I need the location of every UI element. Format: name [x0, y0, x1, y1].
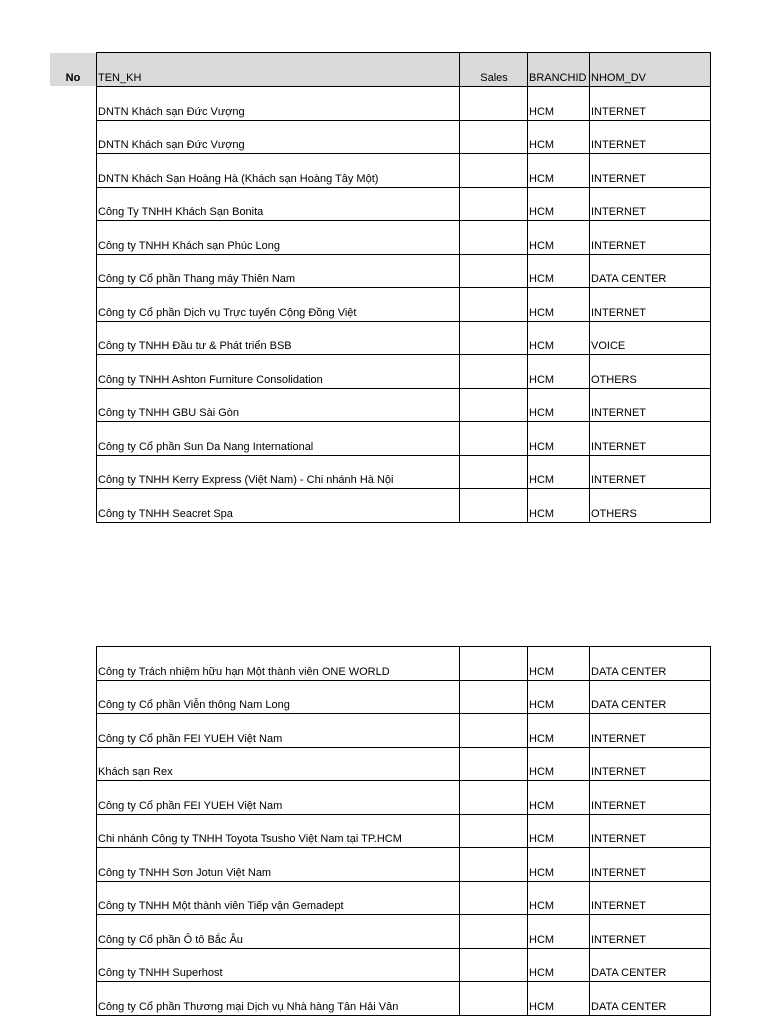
cell-branchid: HCM — [528, 120, 590, 154]
cell-sales — [460, 489, 528, 523]
cell-ten-kh: Công ty Cổ phần Ô tô Bắc Âu — [97, 915, 460, 949]
column-header-nhom-dv: NHOM_DV — [590, 53, 711, 87]
cell-nhom-dv: INTERNET — [590, 422, 711, 456]
cell-nhom-dv: INTERNET — [590, 915, 711, 949]
cell-sales — [460, 388, 528, 422]
cell-nhom-dv: INTERNET — [590, 87, 711, 121]
cell-nhom-dv: INTERNET — [590, 814, 711, 848]
cell-sales — [460, 948, 528, 982]
column-header-ten-kh: TEN_KH — [97, 53, 460, 87]
cell-nhom-dv: DATA CENTER — [590, 680, 711, 714]
cell-nhom-dv: INTERNET — [590, 781, 711, 815]
table-row — [97, 714, 711, 748]
cell-nhom-dv: INTERNET — [590, 455, 711, 489]
cell-ten-kh: DNTN Khách sạn Đức Vượng — [97, 87, 460, 121]
cell-ten-kh: Công ty Cổ phần Thương mại Dịch vụ Nhà hàng Tân Hải Vân — [97, 982, 460, 1016]
cell-branchid: HCM — [528, 422, 590, 456]
cell-sales — [460, 254, 528, 288]
cell-nhom-dv: DATA CENTER — [590, 982, 711, 1016]
table-row — [97, 221, 711, 255]
table-row — [97, 355, 711, 389]
cell-branchid: HCM — [528, 747, 590, 781]
cell-ten-kh: DNTN Khách Sạn Hoàng Hà (Khách sạn Hoàng Tây Một) — [97, 154, 460, 188]
cell-sales — [460, 187, 528, 221]
cell-ten-kh: Công ty Cổ phần FEI YUEH Việt Nam — [97, 781, 460, 815]
cell-ten-kh: Công ty TNHH Khách sạn Phúc Long — [97, 221, 460, 255]
table-row — [97, 422, 711, 456]
cell-branchid: HCM — [528, 814, 590, 848]
cell-branchid: HCM — [528, 288, 590, 322]
table-row — [97, 948, 711, 982]
cell-branchid: HCM — [528, 680, 590, 714]
table-row — [97, 187, 711, 221]
cell-branchid: HCM — [528, 388, 590, 422]
cell-ten-kh: Công ty Cổ phần Thang máy Thiên Nam — [97, 254, 460, 288]
cell-ten-kh: Công ty TNHH Một thành viên Tiếp vận Gemadept — [97, 881, 460, 915]
cell-sales — [460, 781, 528, 815]
cell-ten-kh: Công ty TNHH Đầu tư & Phát triển BSB — [97, 321, 460, 355]
cell-ten-kh: Công ty Cổ phần Sun Da Nang International — [97, 422, 460, 456]
table-row — [97, 680, 711, 714]
table-row — [97, 848, 711, 882]
table-row — [97, 388, 711, 422]
cell-nhom-dv: DATA CENTER — [590, 254, 711, 288]
table-row — [97, 321, 711, 355]
cell-sales — [460, 982, 528, 1016]
cell-ten-kh: Công ty Trách nhiệm hữu hạn Một thành viên ONE WORLD — [97, 647, 460, 681]
cell-branchid: HCM — [528, 254, 590, 288]
table-row — [97, 288, 711, 322]
cell-ten-kh: Công ty TNHH Ashton Furniture Consolidation — [97, 355, 460, 389]
cell-ten-kh: Công ty Cổ phần Dịch vụ Trực tuyến Cộng Đồng Việt — [97, 288, 460, 322]
cell-branchid: HCM — [528, 647, 590, 681]
table-row — [97, 154, 711, 188]
cell-sales — [460, 848, 528, 882]
cell-ten-kh: Công ty TNHH Seacret Spa — [97, 489, 460, 523]
cell-ten-kh: Công ty Cổ phần Viễn thông Nam Long — [97, 680, 460, 714]
cell-nhom-dv: DATA CENTER — [590, 647, 711, 681]
table-row — [97, 747, 711, 781]
cell-sales — [460, 321, 528, 355]
table-row — [97, 881, 711, 915]
cell-ten-kh: Chi nhánh Công ty TNHH Toyota Tsusho Việt Nam tại TP.HCM — [97, 814, 460, 848]
cell-nhom-dv: INTERNET — [590, 221, 711, 255]
table-row — [97, 814, 711, 848]
column-header-sales: Sales — [460, 53, 528, 87]
cell-branchid: HCM — [528, 221, 590, 255]
cell-branchid: HCM — [528, 154, 590, 188]
cell-branchid: HCM — [528, 455, 590, 489]
customer-table-bottom — [96, 646, 711, 1016]
cell-ten-kh: Công ty TNHH Kerry Express (Việt Nam) - Chi nhánh Hà Nội — [97, 455, 460, 489]
cell-nhom-dv: INTERNET — [590, 154, 711, 188]
cell-sales — [460, 714, 528, 748]
cell-nhom-dv: VOICE — [590, 321, 711, 355]
table-row — [97, 489, 711, 523]
cell-branchid: HCM — [528, 881, 590, 915]
cell-nhom-dv: INTERNET — [590, 747, 711, 781]
column-header-no: No — [50, 53, 96, 86]
cell-sales — [460, 422, 528, 456]
cell-sales — [460, 288, 528, 322]
cell-ten-kh: Công Ty TNHH Khách Sạn Bonita — [97, 187, 460, 221]
customer-table-top — [96, 52, 711, 523]
cell-sales — [460, 87, 528, 121]
cell-ten-kh: Công ty TNHH GBU Sài Gòn — [97, 388, 460, 422]
cell-nhom-dv: INTERNET — [590, 120, 711, 154]
cell-nhom-dv: INTERNET — [590, 714, 711, 748]
cell-branchid: HCM — [528, 781, 590, 815]
cell-sales — [460, 747, 528, 781]
table-row — [97, 87, 711, 121]
cell-sales — [460, 647, 528, 681]
cell-sales — [460, 355, 528, 389]
cell-ten-kh: DNTN Khách sạn Đức Vượng — [97, 120, 460, 154]
table-row — [97, 455, 711, 489]
cell-nhom-dv: INTERNET — [590, 388, 711, 422]
cell-nhom-dv: OTHERS — [590, 355, 711, 389]
cell-sales — [460, 455, 528, 489]
cell-nhom-dv: OTHERS — [590, 489, 711, 523]
cell-sales — [460, 154, 528, 188]
cell-nhom-dv: INTERNET — [590, 881, 711, 915]
cell-branchid: HCM — [528, 848, 590, 882]
table-row — [97, 647, 711, 681]
cell-ten-kh: Công ty Cổ phần FEI YUEH Việt Nam — [97, 714, 460, 748]
cell-nhom-dv: INTERNET — [590, 288, 711, 322]
cell-branchid: HCM — [528, 187, 590, 221]
cell-sales — [460, 680, 528, 714]
cell-branchid: HCM — [528, 714, 590, 748]
table-row — [97, 254, 711, 288]
column-header-branchid: BRANCHID — [528, 53, 590, 87]
cell-nhom-dv: DATA CENTER — [590, 948, 711, 982]
cell-branchid: HCM — [528, 489, 590, 523]
table-row — [97, 120, 711, 154]
cell-branchid: HCM — [528, 915, 590, 949]
cell-nhom-dv: INTERNET — [590, 187, 711, 221]
cell-branchid: HCM — [528, 948, 590, 982]
cell-ten-kh: Công ty TNHH Superhost — [97, 948, 460, 982]
cell-sales — [460, 221, 528, 255]
cell-sales — [460, 881, 528, 915]
cell-sales — [460, 915, 528, 949]
cell-sales — [460, 814, 528, 848]
cell-ten-kh: Khách sạn Rex — [97, 747, 460, 781]
cell-ten-kh: Công ty TNHH Sơn Jotun Việt Nam — [97, 848, 460, 882]
table-row — [97, 781, 711, 815]
cell-branchid: HCM — [528, 321, 590, 355]
table-row — [97, 915, 711, 949]
header-row — [97, 53, 711, 87]
cell-branchid: HCM — [528, 355, 590, 389]
cell-nhom-dv: INTERNET — [590, 848, 711, 882]
cell-sales — [460, 120, 528, 154]
cell-branchid: HCM — [528, 982, 590, 1016]
table-row — [97, 982, 711, 1016]
cell-branchid: HCM — [528, 87, 590, 121]
